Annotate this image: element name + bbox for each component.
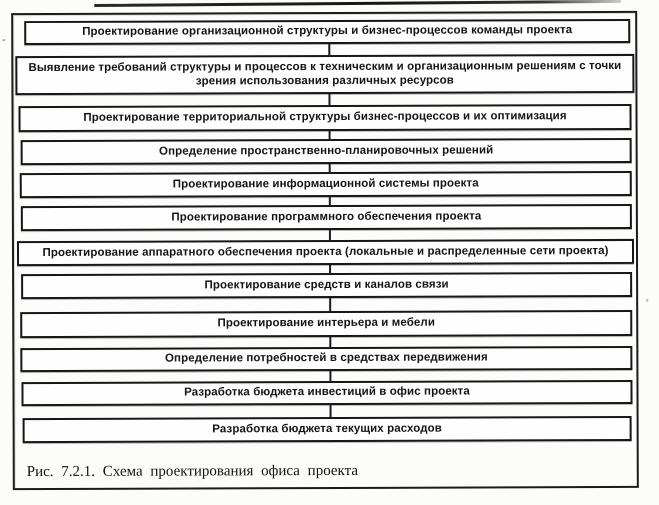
process-box-label: Проектирование средств и каналов связи bbox=[204, 278, 449, 292]
process-box-label: Проектирование интерьера и мебели bbox=[217, 316, 436, 330]
connector-line bbox=[328, 44, 330, 55]
process-box-label: Проектирование программного обеспечения проекта bbox=[171, 210, 482, 224]
connector-line bbox=[329, 298, 331, 311]
process-box-label: Проектирование территориальной структуры бизнес-процессов и их оптимизация bbox=[83, 110, 567, 125]
connector-line bbox=[329, 371, 331, 381]
process-box-label: Определение потребностей в средствах передвижения bbox=[164, 351, 488, 365]
process-box bbox=[20, 310, 632, 338]
process-box bbox=[21, 138, 632, 165]
connector-line bbox=[329, 265, 331, 273]
connector-line bbox=[329, 230, 331, 240]
process-box-label: Определение пространственно-планировочных решений bbox=[158, 144, 494, 158]
process-box bbox=[21, 272, 632, 299]
connector-line bbox=[329, 197, 331, 205]
connector-line bbox=[330, 405, 332, 417]
process-box-label: Проектирование информационной системы проекта bbox=[172, 177, 479, 191]
scan-artifact-line bbox=[94, 0, 621, 7]
process-box-label: Разработка бюджета текущих расходов bbox=[212, 422, 442, 436]
connector-line bbox=[328, 94, 330, 105]
process-box bbox=[20, 346, 632, 372]
process-box-label: Проектирование организационной структуры и бизнес-процессов команды проекта bbox=[82, 24, 573, 39]
figure-title: Схема проектирования офиса проекта bbox=[102, 462, 359, 480]
process-box bbox=[15, 54, 634, 95]
process-box-label: Выявление требований структуры и процессов к техническим и организационным решениям с точки зрения использования различных ресурсов bbox=[28, 59, 622, 87]
process-box bbox=[21, 380, 632, 406]
process-box-label: Разработка бюджета инвестиций в офис проекта bbox=[184, 385, 470, 399]
process-box bbox=[18, 104, 631, 132]
connector-line bbox=[329, 337, 331, 347]
process-box bbox=[20, 171, 632, 198]
process-box bbox=[17, 239, 634, 266]
process-box-label: Проектирование аппаратного обеспечения проекта (локальные и распределенные сети проекта) bbox=[42, 244, 609, 259]
process-box bbox=[21, 204, 632, 231]
connector-line bbox=[329, 164, 331, 172]
process-box bbox=[23, 416, 632, 443]
process-box bbox=[24, 19, 630, 45]
scan-speck bbox=[646, 299, 648, 302]
figure-number: Рис. 7.2.1. bbox=[26, 463, 96, 481]
connector-line bbox=[329, 131, 331, 139]
figure-caption bbox=[27, 463, 358, 481]
scan-speck bbox=[2, 39, 5, 41]
